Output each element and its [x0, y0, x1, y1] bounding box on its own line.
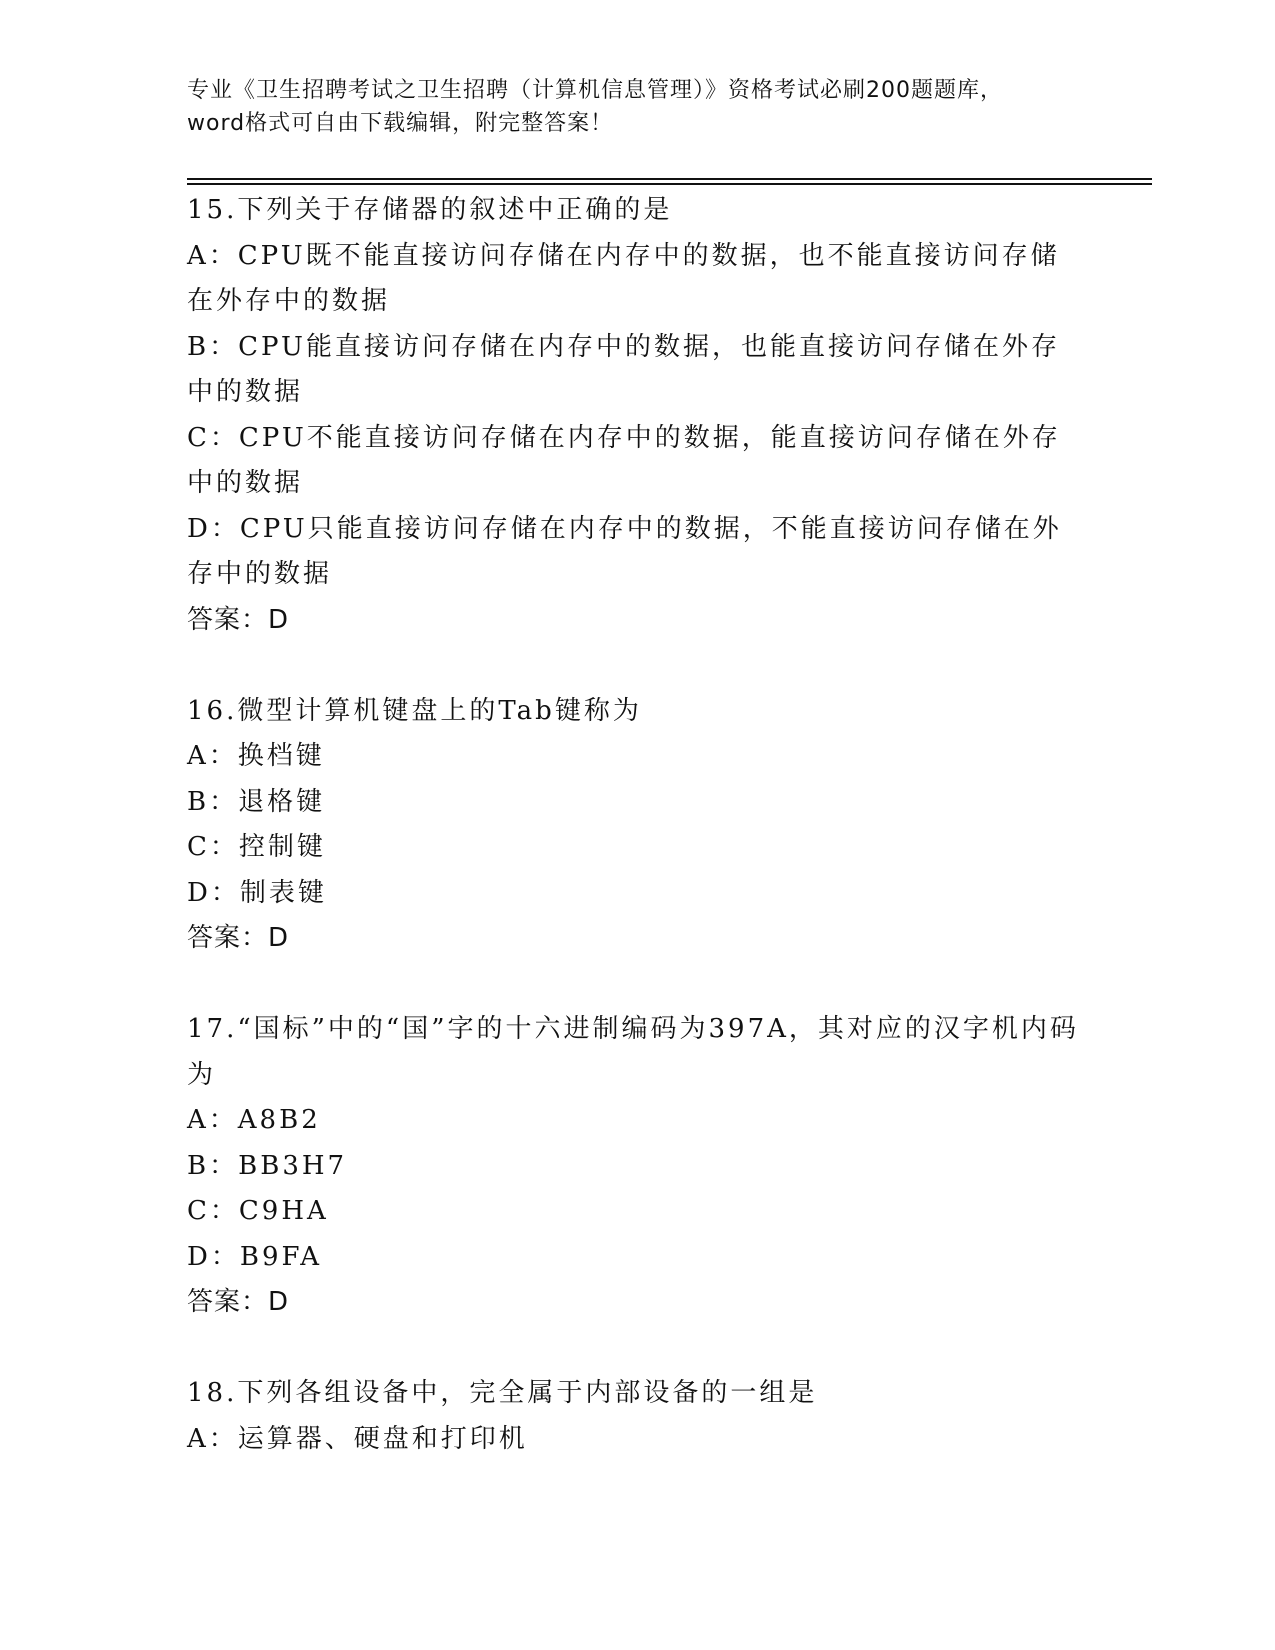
document-header	[187, 74, 1087, 140]
question-spacer	[187, 643, 1087, 689]
question-spacer	[187, 1326, 1087, 1372]
option-d: D：CPU只能直接访问存储在内存中的数据，不能直接访问存储在外存中的数据	[187, 513, 1062, 589]
question-stem: 18.下列各组设备中，完全属于内部设备的一组是	[187, 1378, 818, 1408]
option-a: A：CPU既不能直接访问存储在内存中的数据，也不能直接访问存储在外存中的数据	[187, 240, 1060, 316]
option-b: B：CPU能直接访问存储在内存中的数据，也能直接访问存储在外存中的数据	[187, 331, 1060, 407]
answer-line: 答案：D	[187, 923, 290, 953]
answer-line: 答案：D	[187, 604, 290, 635]
header-line-1: 专业《卫生招聘考试之卫生招聘（计算机信息管理）》资格考试必刷200题题库，	[187, 78, 1003, 103]
option-a: A：运算器、硬盘和打印机	[187, 1423, 528, 1454]
answer-line: 答案：D	[187, 1287, 290, 1317]
header-line-2: word格式可自由下载编辑，附完整答案！	[187, 111, 614, 136]
option-d: D：B9FA	[187, 1241, 323, 1272]
question-16	[187, 689, 1087, 962]
option-c: C：C9HA	[187, 1196, 329, 1226]
header-divider-bottom	[187, 183, 1152, 185]
option-b: B：BB3H7	[187, 1150, 348, 1181]
question-stem: 17.“国标”中的“国”字的十六进制编码为397A，其对应的汉字机内码为	[187, 1014, 1079, 1090]
question-15	[187, 188, 1087, 643]
option-d: D：制表键	[187, 877, 327, 908]
header-divider-top	[187, 178, 1152, 180]
option-b: B：退格键	[187, 786, 326, 817]
question-spacer	[187, 962, 1087, 1008]
question-17	[187, 1007, 1087, 1326]
option-c: C：控制键	[187, 832, 326, 862]
option-a: A：换档键	[187, 741, 325, 771]
option-a: A：A8B2	[187, 1105, 321, 1135]
question-18	[187, 1371, 1087, 1462]
question-stem: 15.下列关于存储器的叙述中正确的是	[187, 195, 673, 225]
question-stem: 16.微型计算机键盘上的Tab键称为	[187, 695, 642, 726]
question-list	[187, 188, 1087, 1462]
option-c: C：CPU不能直接访问存储在内存中的数据，能直接访问存储在外存中的数据	[187, 422, 1061, 498]
